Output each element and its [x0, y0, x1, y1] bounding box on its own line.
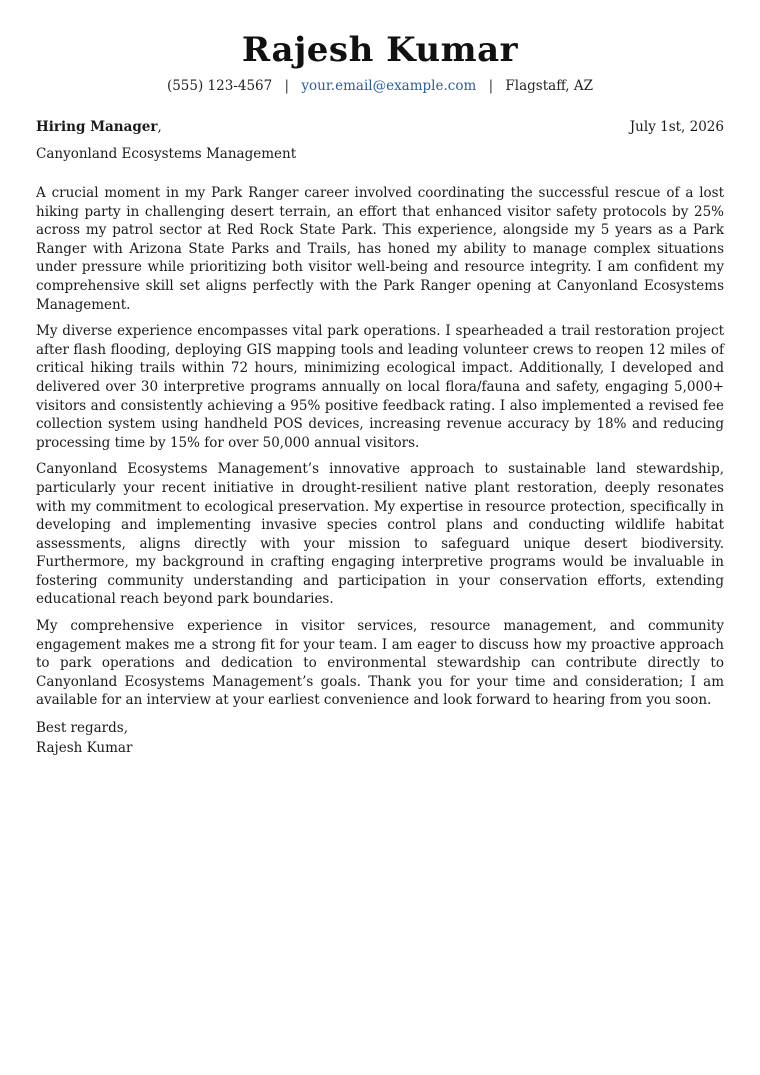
salutation: [36, 117, 162, 137]
body-paragraph: My diverse experience encompasses vital park operations. I spearheaded a trail restoration project after flash flooding, deploying GIS mapping tools and leading volunteer crews to reopen 12 miles of critical hiking trails within 72 hours, minimizing ecological impact. Additionally, I developed and delivered over 30 interpretive programs annually on local flora/fauna and safety, engaging 5,000+ visitors and consistently achieving a 95% positive feedback rating. I also implemented a revised fee collection system using handheld POS devices, increasing revenue accuracy by 18% and reducing processing time by 15% for over 50,000 annual visitors.: [36, 323, 724, 451]
body-paragraph: Canyonland Ecosystems Management’s innovative approach to sustainable land stewardship, particularly your recent initiative in drought-resilient native plant restoration, deeply resonates with my commitment to ecological preservation. My expertise in resource protection, specifically in developing and implementing invasive species control plans and conducting wildlife habitat assessments, aligns directly with your mission to safeguard unique desert biodiversity. Furthermore, my background in crafting engaging interpretive programs would be invaluable in fostering community understanding and participation in your conservation efforts, extending educational reach beyond park boundaries.: [36, 461, 724, 608]
letter-header: [36, 0, 724, 96]
contact-line: [36, 76, 724, 96]
email-link[interactable]: your.email@example.com: [301, 78, 477, 94]
contact-separator: |: [488, 78, 494, 94]
closing-phrase: Best regards,: [36, 720, 129, 737]
letter-closing: [36, 718, 724, 758]
body-paragraph: My comprehensive experience in visitor services, resource management, and community engagement makes me a strong fit for your team. I am eager to discuss how my proactive approach to park operations and dedication to environmental stewardship can contribute directly to Canyonland Ecosystems Management’s goals. Thank you for your time and consideration; I am available for an interview at your earliest convenience and look forward to hearing from you soon.: [36, 618, 724, 709]
company-name: Canyonland Ecosystems Management: [36, 146, 297, 162]
phone-number: (555) 123-4567: [166, 78, 273, 94]
recipient-name: Hiring Manager: [36, 119, 158, 135]
letter-body: [36, 184, 724, 710]
signature-name: Rajesh Kumar: [36, 740, 133, 757]
location: Flagstaff, AZ: [505, 78, 594, 94]
letter-date: July 1st, 2026: [629, 119, 724, 135]
contact-separator: |: [284, 78, 290, 94]
body-paragraph: A crucial moment in my Park Ranger career involved coordinating the successful rescue of a lost hiking party in challenging desert terrain, an effort that enhanced visitor safety protocols by 25% across my patrol sector at Red Rock State Park. This experience, alongside my 5 years as a Park Ranger with Arizona State Parks and Trails, has honed my ability to manage complex situations under pressure while prioritizing both visitor well-being and resource integrity. I am confident my comprehensive skill set aligns perfectly with the Park Ranger opening at Canyonland Ecosystems Management.: [36, 185, 724, 313]
salutation-comma: ,: [157, 119, 162, 135]
salutation-date-row: [36, 117, 724, 137]
applicant-name: Rajesh Kumar: [241, 30, 519, 70]
